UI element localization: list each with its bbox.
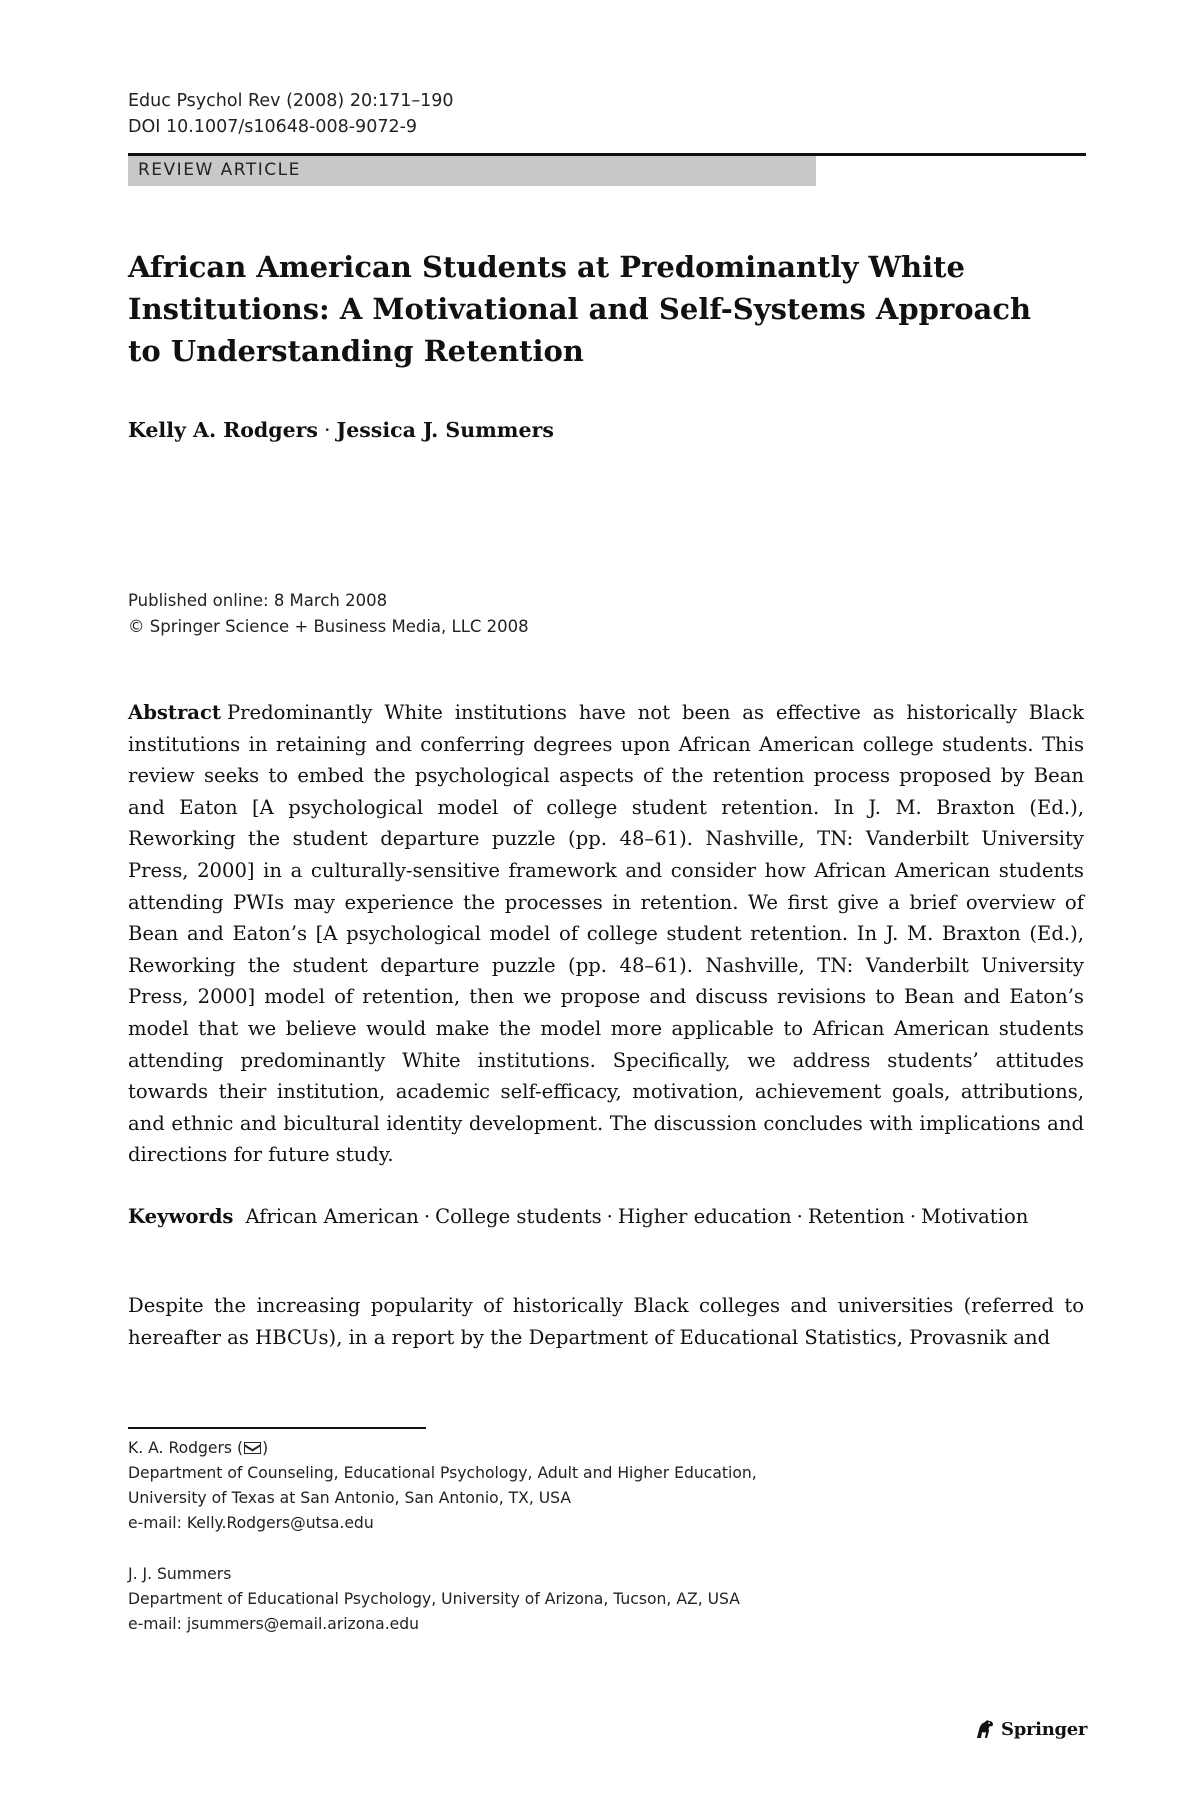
publisher-logo [974, 1718, 1087, 1740]
affiliation-email[interactable]: e-mail: jsummers@email.arizona.edu [128, 1615, 420, 1633]
footnote-rule [128, 1427, 426, 1429]
keyword-separator: · [606, 1205, 613, 1228]
affiliation-line: Department of Educational Psychology, University of Arizona, Tucson, AZ, USA [128, 1590, 740, 1608]
published-online: Published online: 8 March 2008 [128, 591, 388, 610]
keyword-separator: · [909, 1205, 917, 1228]
abstract-text: Predominantly White institutions have not been as effective as historically Black institutions in retaining and conferring degrees upon African American college students. This review seeks to embed the psychological aspects of the retention process proposed by Bean and Eaton [A psychological model of college student retention. In J. M. Braxton (Ed.), Reworking the student departure puzzle (pp. 48–61). Nashville, TN: Vanderbilt University Press, 2000] in a culturally-sensitive framework and consider how African American students attending PWIs may experience the processes in retention. We first give a brief overview of Bean and Eaton’s [A psychological model of college student retention. In J. M. Braxton (Ed.), Reworking the student departure puzzle (pp. 48–61). Nashville, TN: Vanderbilt University Press, 2000] model of retention, then we propose and discuss revisions to Bean and Eaton’s model that we believe would make the model more applicable to African American students attending predominantly White institutions. Specifically, we address students’ attitudes towards their institution, academic self-efficacy, motivation, achievement goals, attributions, and ethnic and bicultural identity development. The discussion concludes with implications and directions for future study. [128, 701, 1084, 1167]
abstract [128, 697, 1084, 1171]
journal-citation: Educ Psychol Rev (2008) 20:171–190 [128, 91, 454, 111]
author-separator: · [323, 418, 331, 442]
keyword: Higher education [617, 1205, 792, 1228]
copyright: © Springer Science + Business Media, LLC 2008 [128, 617, 529, 636]
affiliation-line: Department of Counseling, Educational Psychology, Adult and Higher Education, [128, 1464, 757, 1482]
doi: DOI 10.1007/s10648-008-9072-9 [128, 117, 418, 137]
keywords-label: Keywords [128, 1205, 234, 1228]
publication-info [128, 588, 529, 640]
author-list [128, 418, 554, 442]
abstract-label: Abstract [128, 701, 221, 724]
author-name: Jessica J. Summers [336, 418, 554, 442]
keyword-separator: · [796, 1205, 803, 1228]
springer-horse-icon [974, 1718, 996, 1740]
keyword: Retention [807, 1205, 905, 1228]
mail-icon [244, 1442, 261, 1454]
article-title: African American Students at Predominantly White Institutions: A Motivational and Self-Systems Approach to Understanding Retention [128, 250, 1032, 368]
affiliation-author-name: K. A. Rodgers [128, 1439, 233, 1457]
author-name: Kelly A. Rodgers [128, 418, 318, 442]
affiliation-email[interactable]: e-mail: Kelly.Rodgers@utsa.edu [128, 1514, 374, 1532]
article-type-bar [128, 156, 816, 186]
keyword: College students [435, 1205, 602, 1228]
keyword-separator: · [423, 1205, 431, 1228]
affiliation-line: University of Texas at San Antonio, San Antonio, TX, USA [128, 1489, 572, 1507]
keyword: African American [245, 1205, 419, 1228]
journal-meta [128, 88, 454, 140]
affiliation-author: K. A. Rodgers ( ) [128, 1439, 269, 1457]
affiliation [128, 1562, 740, 1637]
affiliation-author-name: J. J. Summers [128, 1565, 232, 1583]
article-type: REVIEW ARTICLE [138, 160, 301, 180]
affiliation [128, 1436, 757, 1536]
keywords [128, 1205, 1088, 1228]
keyword: Motivation [921, 1205, 1029, 1228]
publisher-name: Springer [1001, 1718, 1088, 1740]
body-paragraph: Despite the increasing popularity of historically Black colleges and universities (referred to hereafter as HBCUs), in a report by the Department of Educational Statistics, Provasnik and [128, 1294, 1084, 1349]
